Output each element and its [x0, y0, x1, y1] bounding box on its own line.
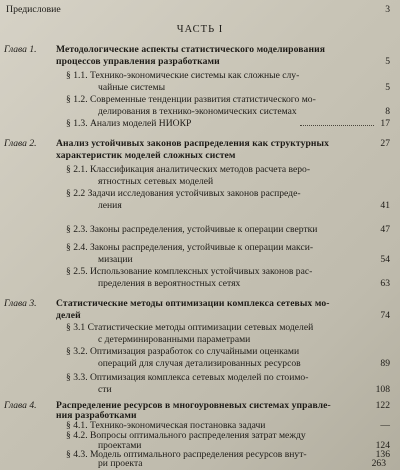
ch1-page: 5 [385, 56, 390, 67]
s32-line-1: § 3.2. Оптимизация разработок со случайными оценками [66, 346, 300, 357]
s32-row-1 [0, 346, 400, 358]
ch1-title-line-2: процессов управления разработками [56, 56, 220, 67]
s25-line-1: § 2.5. Использование комплексных устойчивых законов рас- [66, 266, 313, 277]
s11-line-2: чайные системы [98, 82, 166, 93]
s21-line-2: ятностных сетевых моделей [98, 176, 214, 187]
toc-intro-row [0, 4, 400, 16]
s22-row-1 [0, 188, 400, 200]
s12-line-2: делирования в технико-экономических системах [98, 106, 297, 117]
part-heading: ЧАСТЬ I [176, 24, 224, 35]
ch4-page: 122 [375, 400, 390, 411]
s22-line-1: § 2.2 Задачи исследования устойчивых законов распреде- [66, 188, 301, 199]
s42-line-1: § 4.2. Вопросы оптимального распределения затрат между [66, 430, 306, 441]
s25-row-1 [0, 266, 400, 278]
s33-row-1 [0, 372, 400, 384]
part-heading-row [0, 24, 400, 36]
intro-title: Предисловие [6, 4, 61, 15]
s43-page: 136 [375, 449, 390, 460]
s43-line-2: ри проекта [98, 458, 143, 469]
s32-page: 89 [380, 358, 390, 369]
s32-row-2 [0, 358, 400, 370]
s24-row-1 [0, 242, 400, 254]
s33-page: 108 [375, 384, 390, 395]
s12-line-1: § 1.2. Современные тенденции развития статистического мо- [66, 94, 316, 105]
ch2-label: Глава 2. [4, 138, 37, 149]
s11-row-2 [0, 82, 400, 94]
s41-page: — [380, 420, 390, 431]
ch3-title-line-1: Статистические методы оптимизации комплекса сетевых мо- [56, 298, 330, 309]
s31-row-2 [0, 334, 400, 346]
s13-page: 17 [380, 118, 390, 129]
ch2-title-line-2: характеристик моделей сложных систем [56, 150, 236, 161]
s21-row-2 [0, 176, 400, 188]
s21-row-1 [0, 164, 400, 176]
last-page: 263 [371, 458, 386, 469]
ch3-label: Глава 3. [4, 298, 37, 309]
s32-line-2: операций для случая детализированных ресурсов [98, 358, 301, 369]
s21-line-1: § 2.1. Классификация аналитических методов расчета веро- [66, 164, 311, 175]
s23-title: § 2.3. Законы распределения, устойчивые к операции свертки [66, 224, 318, 235]
s24-line-1: § 2.4. Законы распределения, устойчивые к операции макси- [66, 242, 314, 253]
s12-page: 8 [385, 106, 390, 117]
ch3-page: 74 [380, 310, 390, 321]
s22-line-2: ления [98, 200, 122, 211]
ch2-title-line-1: Анализ устойчивых законов распределения как структурных [56, 138, 330, 149]
ch3-title-row-1 [0, 298, 400, 310]
s13-row [0, 118, 400, 130]
s25-row-2 [0, 278, 400, 290]
s11-row-1 [0, 70, 400, 82]
ch2-title-row-1 [0, 138, 400, 150]
s23-row [0, 224, 400, 236]
s22-row-2 [0, 200, 400, 212]
s11-line-1: § 1.1. Технико-экономические системы как сложные слу- [66, 70, 300, 81]
ch3-title-line-2: делей [56, 310, 81, 321]
ch2-title-row-2 [0, 150, 400, 162]
ch1-title-row-2 [0, 56, 400, 68]
s42-line-2: проектами [98, 440, 142, 451]
ch4-label: Глава 4. [4, 400, 37, 411]
s31-line-2: с детерминированными параметрами [98, 334, 251, 345]
s24-row-2 [0, 254, 400, 266]
s33-line-1: § 3.3. Оптимизация комплекса сетевых моделей по стоимо- [66, 372, 309, 383]
ch4-title-line-2: ния разработками [56, 410, 137, 421]
s31-row-1 [0, 322, 400, 334]
ch3-title-row-2 [0, 310, 400, 322]
intro-page: 3 [385, 4, 390, 15]
s23-page: 47 [380, 224, 390, 235]
s41-title: § 4.1. Технико-экономическая постановка задачи [66, 420, 266, 431]
s43-line-1: § 4.3. Модель оптимального распределения ресурсов внут- [66, 449, 307, 460]
s24-line-2: мизации [98, 254, 133, 265]
ch1-title-line-1: Методологические аспекты статистического моделирования [56, 44, 326, 55]
s24-page: 54 [380, 254, 390, 265]
s33-row-2 [0, 384, 400, 396]
s11-page: 5 [385, 82, 390, 93]
s13-title: § 1.3. Анализ моделей НИОКР [66, 118, 192, 129]
s33-line-2: сти [98, 384, 112, 395]
s25-line-2: пределения в вероятностных сетях [98, 278, 241, 289]
s42-page: 124 [375, 440, 390, 451]
s31-line-1: § 3.1 Статистические методы оптимизации сетевых моделей [66, 322, 314, 333]
dot-leader [300, 125, 374, 126]
ch4-title-line-1: Распределение ресурсов в многоуровневых системах управле- [56, 400, 331, 411]
s25-page: 63 [380, 278, 390, 289]
s43-row-2 [0, 458, 400, 470]
s22-page: 41 [380, 200, 390, 211]
s12-row-1 [0, 94, 400, 106]
ch1-label: Глава 1. [4, 44, 37, 55]
ch1-title-row-1 [0, 44, 400, 56]
s12-row-2 [0, 106, 400, 118]
ch2-page: 27 [380, 138, 390, 149]
